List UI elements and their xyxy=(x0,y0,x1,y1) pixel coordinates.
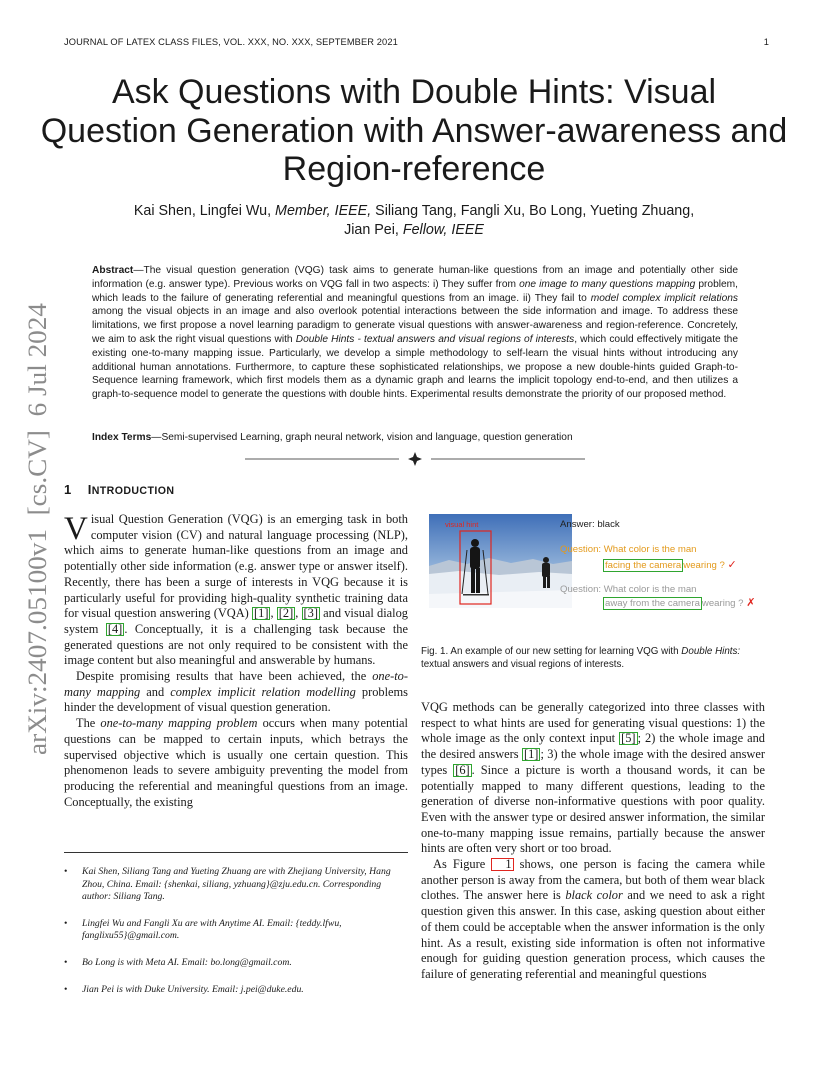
photo-illustration xyxy=(429,514,572,608)
body-column-right xyxy=(421,700,765,983)
body-text: isual Question Generation (VQG) is an emerging task in both computer vision (CV) and natural language processing (NLP), which aims to generate human-like questions from an image and potentially other side information (e.g. answer type or answer itself). Recently, there has been a surge of interests in VQG because it is particularly useful for providing high-quality synthetic training data for visual question answering (VQA) xyxy=(64,512,408,621)
paragraph xyxy=(64,669,408,716)
arxiv-stamp-text: arXiv:2407.05100v1 [cs.CV] 6 Jul 2024 xyxy=(22,314,52,755)
abstract-emphasis: one image to many questions mapping xyxy=(519,278,696,290)
body-text: VQG methods can be generally categorized into three classes with respect to what hints are used for generating visual questions: 1) the whole image as the only context input xyxy=(421,700,765,746)
paper-title: Ask Questions with Double Hints: Visual Question Generation with Answer-awareness and Region-reference xyxy=(40,73,788,188)
citation-link[interactable]: [2] xyxy=(278,606,294,621)
body-text: and xyxy=(140,684,171,699)
figure-1 xyxy=(421,514,765,614)
question-span: What color is the man xyxy=(603,584,697,595)
author-list xyxy=(90,202,738,239)
section-heading xyxy=(64,482,174,497)
paragraph: Visual Question Generation (VQG) is an emerging task in both computer vision (CV) and natural language processing (NLP), which aims to generate human-like questions from an image and potentially other side information (e.g. answer type or answer itself). Recently, there has been a surge of interests in VQG because it is particularly useful for providing high-quality synthetic training data for visual question answering (VQA) [1] , [2] , [3] and visual dialog system [4] . Conceptually, it is a challenging task because the generated questions are not only required to be consistent with the image content but also meaningful and answerable by humans. xyxy=(64,511,408,668)
caption-emphasis: Double Hints: xyxy=(681,646,741,657)
figure-question-good-line2 xyxy=(603,558,737,571)
section-separator xyxy=(245,450,585,468)
citation-link[interactable]: [1] xyxy=(254,606,269,621)
section-title-cap: I xyxy=(87,482,92,497)
abstract-text: , which could effectively mitigate the existing one-to-many mapping issue. Particularly, we develop a simple methodology to self-learn the visual hints without introducing any additional human annotations. Furthermore, to capture these sophisticated relationships, we propose a new double-hints guided Graph-to-Sequence learning framework, which first models them as a dynamic graph and learns the implicit topology end-to-end, and then utilizes a graph-to-sequence model to generate the questions with double hints. Experimental results demonstrate the priority of our proposed method. xyxy=(92,333,739,401)
footnote-item: • Lingfei Wu and Fangli Xu are with Anytime AI. Email: {teddy.lfwu, fanglixu55}@gmail.com. xyxy=(64,918,408,943)
check-icon: ✓ xyxy=(727,559,737,571)
question-region-text: away from the camera xyxy=(605,598,700,609)
citation-link[interactable]: [3] xyxy=(303,606,318,621)
paragraph xyxy=(64,716,408,810)
paragraph xyxy=(421,857,765,983)
ski-photo xyxy=(429,514,572,608)
footnote-item: • Jian Pei is with Duke University. Email: j.pei@duke.edu. xyxy=(64,984,408,997)
question-suffix: wearing ? xyxy=(701,598,744,609)
footnote-rule xyxy=(64,852,408,853)
body-text: occurs when many potential questions can be mapped to certain inputs, which betrays the supervised objective which is usually one certain question. This phenomenon leads to severe ambiguity preventing the model from producing the referential and meaningful questions from an image. Conceptually, the existing xyxy=(64,716,408,809)
citation-link[interactable]: [6] xyxy=(455,762,470,777)
question-region-text: facing the camera xyxy=(605,560,682,571)
figure-answer: Answer: black xyxy=(560,519,620,530)
caption-text: Fig. 1. An example of our new setting for learning VQG with xyxy=(421,646,682,657)
footnote-item: • Bo Long is with Meta AI. Email: bo.long@gmail.com. xyxy=(64,957,408,970)
citation-link[interactable]: [1] xyxy=(523,747,539,762)
footnote-item: • Kai Shen, Siliang Tang and Yueting Zhuang are with Zhejiang University, Hang Zhou, China. Email: {shenkai, siliang, yzhuang}@zju.edu.cn. Corresponding author: Siliang Tang. xyxy=(64,866,408,904)
body-text: and we need to ask a right question given this answer. In this case, asking question about either of them could be acceptable when the answer information is the only hint. As a result, existing side information is often not informative enough for guiding question generation process, which causes the failure of generating referential and meaningful questions xyxy=(421,888,766,981)
author-membership: Member, IEEE, xyxy=(275,203,372,219)
index-terms xyxy=(92,431,738,445)
caption-text: textual answers and visual regions of interests. xyxy=(421,658,625,670)
figure-question-good-line1 xyxy=(560,544,697,555)
question-suffix: wearing ? xyxy=(683,560,725,571)
author-membership: Fellow, IEEE xyxy=(402,221,484,238)
section-number: 1 xyxy=(64,482,72,497)
body-text: problems hinder the development of visual question generation. xyxy=(64,684,408,715)
body-emphasis: one-to-many mapping xyxy=(64,669,408,699)
citation-link[interactable]: [4] xyxy=(107,621,123,636)
body-emphasis: complex implicit relation modelling xyxy=(170,684,356,699)
paragraph xyxy=(421,700,765,857)
body-text: ; 2) the whole image and the desired answers xyxy=(421,731,765,762)
body-text: As Figure xyxy=(433,857,492,872)
figure-question-bad-line1 xyxy=(560,584,697,595)
question-prefix: Question: xyxy=(560,584,604,595)
question-prefix: Question: xyxy=(560,544,604,555)
arxiv-stamp xyxy=(10,300,56,760)
body-emphasis: one-to-many mapping problem xyxy=(100,716,258,731)
section-title-rest: NTRODUCTION xyxy=(91,485,175,497)
authors-text: Kai Shen, Lingfei Wu, xyxy=(133,203,276,219)
body-text: shows, one person is facing the camera while another person is away from the camera, but both of them wear black clothes. The answer here is xyxy=(421,857,765,903)
page-number: 1 xyxy=(763,37,769,47)
body-emphasis: black color xyxy=(565,888,623,903)
body-text: . Since a picture is worth a thousand words, it can be potentially mapped to many different questions, leading to the generation of diverse non-informative questions with poor quality. Even with the answer type or desired answer information, the similar one-to-many mapping issue remains, partially because the answer hints are often very short or too broad. xyxy=(421,762,765,856)
index-terms-text: —Semi-supervised Learning, graph neural network, vision and language, question generation xyxy=(151,432,573,443)
body-column-left xyxy=(64,512,408,810)
diamond-star-icon xyxy=(408,452,422,466)
running-header xyxy=(64,37,769,47)
citation-link[interactable]: [5] xyxy=(621,731,636,746)
abstract-emphasis: Double Hints - textual answers and visual regions of interests xyxy=(295,333,575,345)
abstract-text: problem, which leads to the failure of generating referential and meaningful questions from an image. ii) They fail to xyxy=(92,278,738,304)
figure-link[interactable]: 1 xyxy=(491,858,513,871)
figure-caption xyxy=(421,646,765,671)
body-text: ; 3) the whole image with the desired answer types xyxy=(421,747,765,777)
body-text: . Conceptually, it is a challenging task because the generated questions are not only required to be consistent with the image content but also meaningful and answerable by humans. xyxy=(64,621,408,668)
drop-cap: V xyxy=(64,511,88,547)
body-text: and visual dialog system xyxy=(64,606,408,636)
figure-question-bad-line2 xyxy=(603,596,755,609)
cross-icon: ✗ xyxy=(746,597,756,609)
authors-text: Jian Pei, xyxy=(344,221,403,238)
question-span: What color is the man xyxy=(603,544,697,555)
authors-text: Siliang Tang, Fangli Xu, Bo Long, Yueting Zhuang, xyxy=(371,203,695,219)
abstract-text: among the visual objects in an image and also overlook potential interactions between the side information and image. To address these limitations, we first propose a novel learning paradigm to generate visual questions with answer-awareness and region-reference. Concretely, we aim to ask the right visual questions with xyxy=(92,306,738,345)
footnotes xyxy=(64,866,408,1010)
visual-hint-label: visual hint xyxy=(445,520,479,529)
abstract-text: —The visual question generation (VQG) task aims to generate human-like questions from an image and potentially other side information (e.g. answer type). Previous works on VQG fall in two aspects: i) They suffer from xyxy=(92,265,738,290)
body-text: The xyxy=(76,716,101,731)
abstract-label: Abstract xyxy=(92,265,134,276)
abstract xyxy=(92,264,738,402)
abstract-emphasis: model complex implicit relations xyxy=(590,292,738,304)
journal-name: JOURNAL OF LATEX CLASS FILES, VOL. XXX, NO. XXX, SEPTEMBER 2021 xyxy=(64,37,398,47)
body-text: Despite promising results that have been achieved, the xyxy=(76,669,373,684)
index-terms-label: Index Terms xyxy=(92,432,152,443)
